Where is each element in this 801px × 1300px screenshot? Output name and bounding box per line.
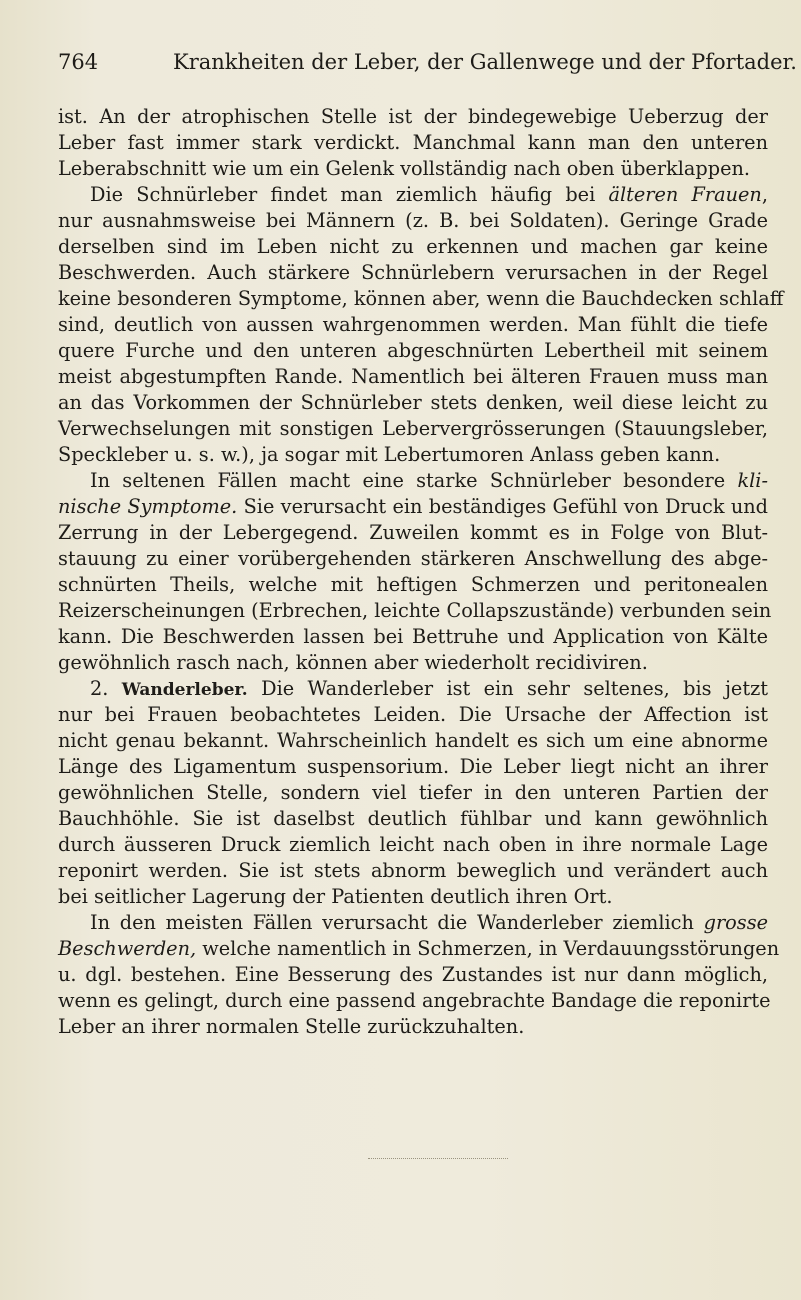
text-segment: , <box>761 183 768 206</box>
text-segment: 2. <box>90 677 122 700</box>
text-line <box>58 650 768 676</box>
text-segment: Leberabschnitt wie um ein Gelenk vollständig nach oben überklappen. <box>58 157 751 180</box>
text-segment: ist. An der atrophischen Stelle ist der bindegewebige Ueberzug der <box>58 105 768 128</box>
text-segment: nur bei Frauen beobachtetes Leiden. Die Ursache der Affection ist <box>58 703 768 726</box>
italic-text: kli- <box>737 469 768 492</box>
text-segment: gewöhnlich rasch nach, können aber wiederholt recidiviren. <box>58 651 648 674</box>
text-line <box>58 754 768 780</box>
text-segment: Sie verursacht ein beständiges Gefühl von Druck und <box>237 495 768 518</box>
text-segment: keine besonderen Symptome, können aber, wenn die Bauchdecken schlaff <box>58 287 784 310</box>
text-line <box>58 832 768 858</box>
text-segment: Reizerscheinungen (Erbrechen, leichte Collapszustände) verbunden sein <box>58 599 772 622</box>
text-line <box>58 104 768 130</box>
text-segment: u. dgl. bestehen. Eine Besserung des Zustandes ist nur dann möglich, <box>58 963 768 986</box>
text-segment: schnürten Theils, welche mit heftigen Schmerzen und peritonealen <box>58 573 768 596</box>
text-line <box>58 312 768 338</box>
text-segment: kann. Die Beschwerden lassen bei Bettruhe und Application von Kälte <box>58 625 768 648</box>
text-line <box>58 988 771 1014</box>
section-divider <box>368 1158 508 1159</box>
text-segment: Die Schnürleber findet man ziemlich häufig bei <box>90 183 609 206</box>
text-segment: bei seitlicher Lagerung der Patienten deutlich ihren Ort. <box>58 885 613 908</box>
text-line <box>58 910 768 936</box>
text-line <box>58 728 768 754</box>
text-segment: derselben sind im Leben nicht zu erkennen und machen gar keine <box>58 235 768 258</box>
text-segment: gewöhnlichen Stelle, sondern viel tiefer in den unteren Partien der <box>58 781 768 804</box>
text-line <box>58 442 768 468</box>
italic-text: älteren Frauen <box>608 183 762 206</box>
text-line <box>58 338 768 364</box>
text-segment: reponirt werden. Sie ist stets abnorm beweglich und verändert auch <box>58 859 768 882</box>
text-segment: meist abgestumpften Rande. Namentlich bei älteren Frauen muss man <box>58 365 768 388</box>
text-line <box>58 936 780 962</box>
text-line <box>58 624 768 650</box>
italic-text: Beschwerden, <box>58 937 197 960</box>
text-segment: an das Vorkommen der Schnürleber stets denken, weil diese leicht zu <box>58 391 768 414</box>
text-segment: Speckleber u. s. w.), ja sogar mit Lebertumoren Anlass geben kann. <box>58 443 721 466</box>
text-segment: nur ausnahmsweise bei Männern (z. B. bei Soldaten). Geringe Grade <box>58 209 768 232</box>
text-line <box>58 676 768 702</box>
text-segment: durch äusseren Druck ziemlich leicht nach oben in ihre normale Lage <box>58 833 768 856</box>
italic-text: nische Symptome. <box>58 495 238 518</box>
text-line <box>58 208 768 234</box>
text-line <box>58 286 784 312</box>
text-segment: sind, deutlich von aussen wahrgenommen werden. Man fühlt die tiefe <box>58 313 768 336</box>
text-line <box>58 468 768 494</box>
text-line <box>58 572 768 598</box>
text-segment: stauung zu einer vorübergehenden stärkeren Anschwellung des abge- <box>58 547 768 570</box>
text-line <box>58 156 768 182</box>
text-line <box>58 1014 768 1040</box>
text-segment: Leber fast immer stark verdickt. Manchmal kann man den unteren <box>58 131 768 154</box>
text-segment: In seltenen Fällen macht eine starke Schnürleber besondere <box>90 469 738 492</box>
text-line <box>58 416 768 442</box>
text-segment: Bauchhöhle. Sie ist daselbst deutlich fühlbar und kann gewöhnlich <box>58 807 768 830</box>
text-line <box>58 806 768 832</box>
text-segment: Verwechselungen mit sonstigen Lebervergrösserungen (Stauungsleber, <box>58 417 768 440</box>
text-line <box>58 364 768 390</box>
text-segment: nicht genau bekannt. Wahrscheinlich handelt es sich um eine abnorme <box>58 729 768 752</box>
text-line <box>58 130 768 156</box>
text-segment: wenn es gelingt, durch eine passend angebrachte Bandage die reponirte <box>58 989 771 1012</box>
page-header <box>58 50 797 84</box>
text-segment: Beschwerden. Auch stärkere Schnürlebern verursachen in der Regel <box>58 261 768 284</box>
text-segment: welche namentlich in Schmerzen, in Verdauungsstörungen <box>196 937 780 960</box>
text-line <box>58 962 768 988</box>
text-segment: Die Wanderleber ist ein sehr seltenes, bis jetzt <box>247 677 768 700</box>
text-line <box>58 520 768 546</box>
bold-heading: Wanderleber. <box>121 680 248 700</box>
text-segment: Zerrung in der Lebergegend. Zuweilen kommt es in Folge von Blut- <box>58 521 768 544</box>
text-line <box>58 546 768 572</box>
text-line <box>58 494 768 520</box>
text-line <box>58 780 768 806</box>
text-line <box>58 234 768 260</box>
text-line <box>58 598 772 624</box>
page-number: 764 <box>58 50 99 74</box>
text-line <box>58 260 768 286</box>
text-line <box>58 858 768 884</box>
body-text <box>58 104 784 1040</box>
running-title: Krankheiten der Leber, der Gallenwege und der Pfortader. <box>173 50 797 74</box>
text-line <box>58 390 768 416</box>
text-segment: quere Furche und den unteren abgeschnürten Lebertheil mit seinem <box>58 339 768 362</box>
text-segment: Länge des Ligamentum suspensorium. Die Leber liegt nicht an ihrer <box>58 755 768 778</box>
text-line <box>58 884 768 910</box>
text-segment: In den meisten Fällen verursacht die Wanderleber ziemlich <box>90 911 704 934</box>
italic-text: grosse <box>703 911 768 934</box>
text-line <box>58 182 768 208</box>
text-segment: Leber an ihrer normalen Stelle zurückzuhalten. <box>58 1015 525 1038</box>
text-line <box>58 702 768 728</box>
